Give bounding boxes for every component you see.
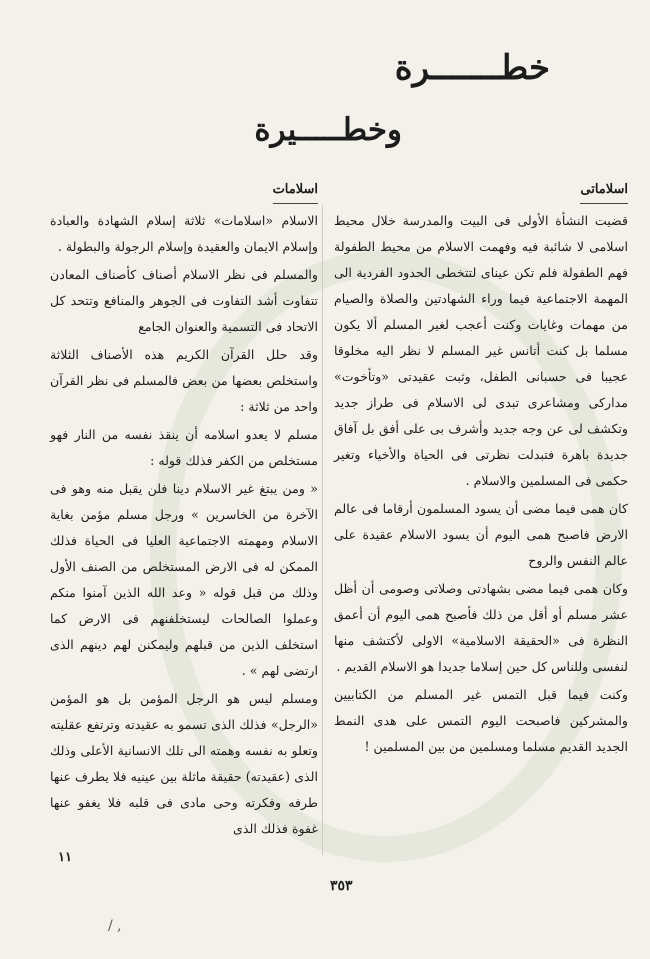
paragraph: « ومن يبتغ غير الاسلام دينا فلن يقبل منه وهو فى الآخرة من الخاسرين » ورجل مسلم مؤمن بغاية الاسلام ومهمته الاجتماعية العليا فى الحياة فذلك الممكن له فى الارض المستخلص من الصنف الأول وذلك من قبل قوله « وعد الله الذين آمنوا منكم وعملوا الصالحات ليستخلفنهم فى الارض كما استخلف الذين من قبلهم وليمكنن لهم دينهم الذى ارتضى لهم » . <box>50 481 318 678</box>
bottom-mark: / , <box>108 918 122 934</box>
paragraph: وكنت فيما قبل التمس غير المسلم من الكتابيين والمشركين فاصبحت اليوم التمس على هدى النمط الجديد القديم مسلما ومسلمين من بين المسلمين ! <box>334 687 628 754</box>
paragraph: وقد حلل القرآن الكريم هذه الأصناف الثلاثة واستخلص بعضها من بعض فالمسلم فى نظر القرآن واحد من ثلاثة : <box>50 347 318 414</box>
paragraph: الاسلام «اسلامات» ثلاثة إسلام الشهادة والعبادة وإسلام الايمان والعقيدة وإسلام الرجولة والبطولة . <box>50 213 318 254</box>
page-number-left: ١١ <box>58 850 72 865</box>
paragraph: والمسلم فى نظر الاسلام أصناف كأصناف المعادن تتفاوت أشد التفاوت فى الجوهر والمنافع وتتحد كل الاتحاد فى التسمية والعنوان الجامع <box>50 267 318 334</box>
paragraph: كان همى فيما مضى أن يسود المسلمون أرقاما فى عالم الارض فاصبح همى اليوم أن يسود الاسلام عقيدة على عالم النفس والروح <box>334 501 628 568</box>
page-number-right: ٣٥٣ <box>330 878 353 894</box>
column-divider <box>322 205 323 855</box>
left-column-heading: اسلامات <box>273 177 318 204</box>
left-column <box>50 176 318 844</box>
paragraph: مسلم لا يعدو اسلامه أن ينقذ نفسه من النار فهو مستخلص من الكفر فذلك قوله : <box>50 427 318 468</box>
main-title: خطـــــــرة <box>394 48 550 88</box>
paragraph: قضيت النشأة الأولى فى البيت والمدرسة خلال محيط اسلامى لا شائبة فيه وفهمت الاسلام من محيط الطفولة فهم الطفولة فلم تكن عيناى لتتخطى الحدود الفردية الى المهمة الاجتماعية فيما وراء الشهادتين والصلاة والصيام من مهمات وغايات وكنت أعجب لغير المسلم ألا يكون مسلما بل كنت أتانس غير المسلم لا نظر اليه مخلوقا عجيبا فى حسبانى الطفل، وثبت عقيدتى «وتأخوت» مداركى ومشاعرى تبدى لى الاسلام فى طراز جديد وتكشف لى عن وجه جديد وأشرف بى على أفق بل آفاق جديدة باهرة فتبدلت نظرتى فى الحياة والأخياء وتغير حكمى فى المسلمين والاسلام . <box>334 213 628 488</box>
right-column-heading: اسلاماتى <box>580 177 628 204</box>
paragraph: وكان همى فيما مضى بشهادتى وصلاتى وصومى أن أظل عشر مسلم أو أقل من ذلك فأصبح همى اليوم أن أعمق النظرة فى «الحقيقة الاسلامية» الاولى لأكتشف منها لنفسى وللناس كل حين إسلاما جديدا هو الاسلام القديم . <box>334 581 628 674</box>
paragraph: ومسلم ليس هو الرجل المؤمن بل هو المؤمن «الرجل» فذلك الذى تسمو به عقيدته وترتفع عقليته وتعلو به نفسه وهمته الى تلك الانسانية الأعلى وذلك الذى (عقيدته) حقيقة ماثلة بين عينيه فلا يطرف عنها طرفه وفكرته وحى مادى فى قلبه فلا يغفو عنها غفوة فذلك الذى <box>50 691 318 836</box>
subtitle: وخطـــــيرة <box>254 112 402 148</box>
right-column <box>334 176 628 762</box>
